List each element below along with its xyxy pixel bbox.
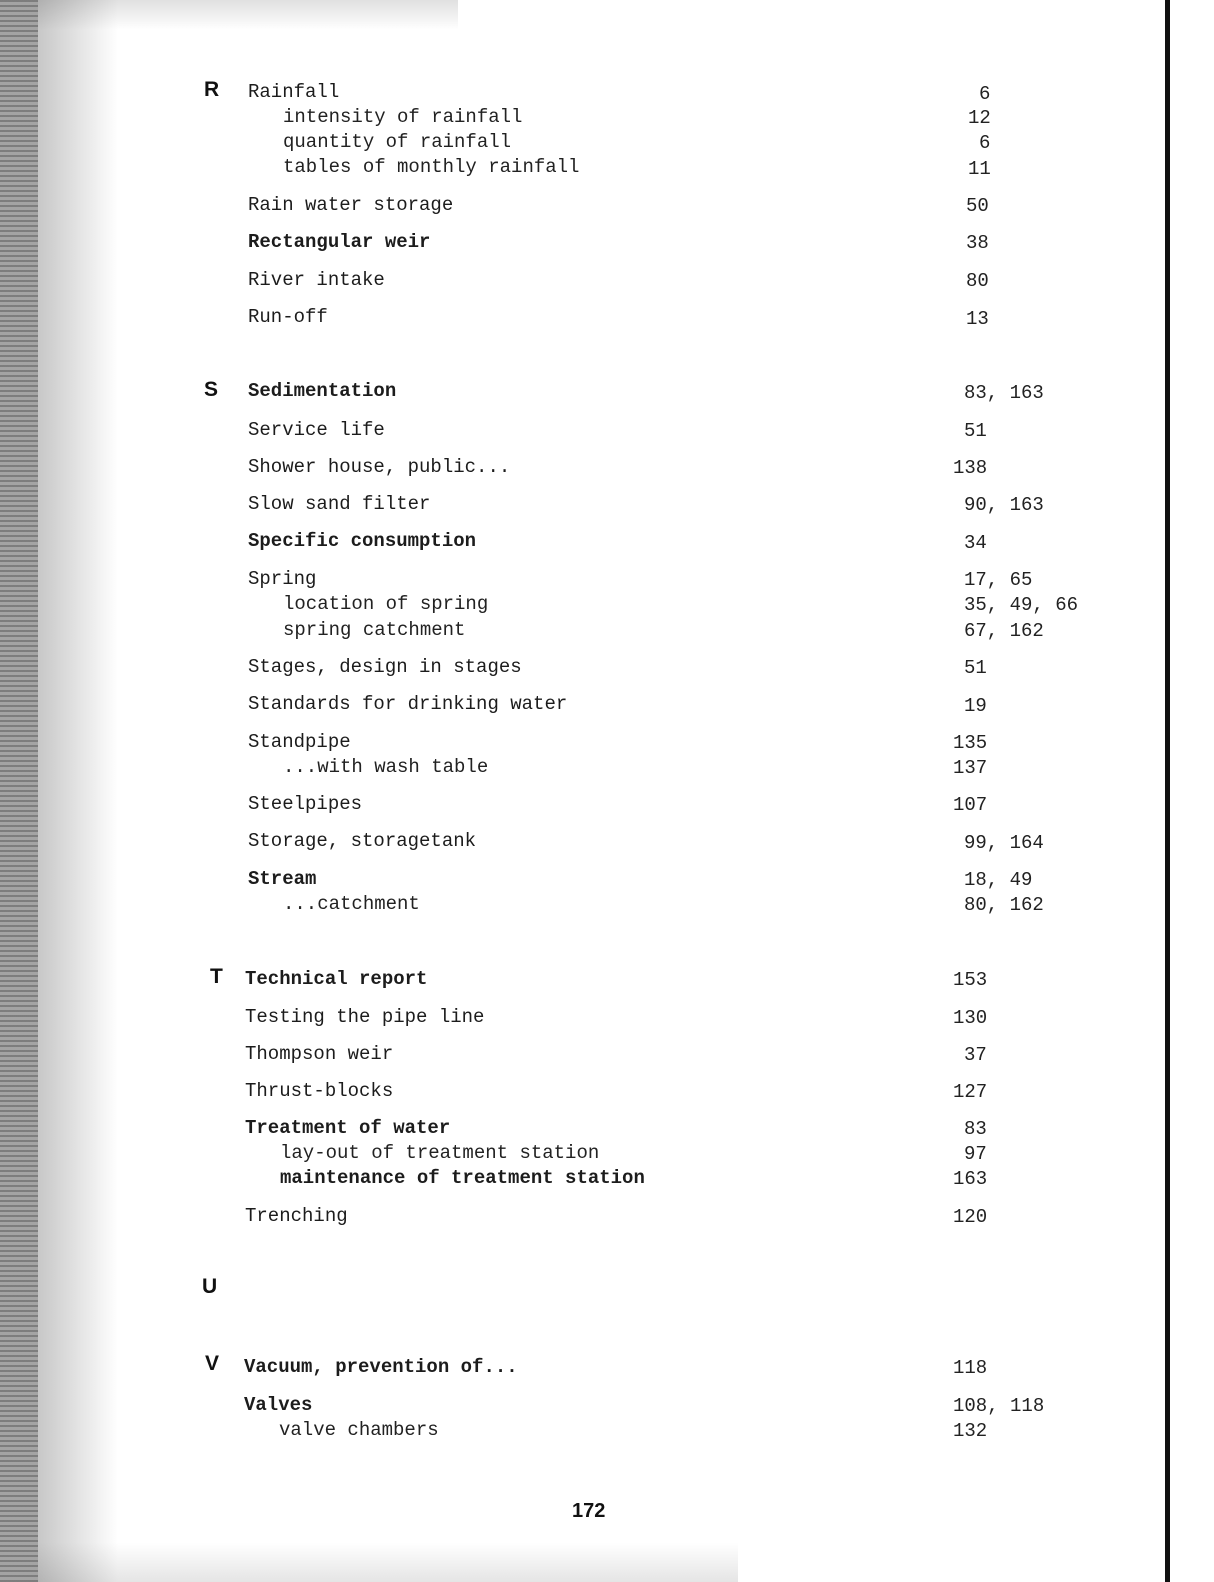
index-pages: 107	[953, 794, 988, 816]
index-term: Storage, storagetank	[248, 830, 477, 852]
index-subterm: ...with wash table	[283, 756, 489, 778]
index-pages: 13	[966, 308, 989, 330]
index-pages: 12	[968, 107, 991, 129]
index-pages: 127	[953, 1081, 988, 1103]
index-subterm: lay-out of treatment station	[280, 1142, 600, 1164]
index-pages: 17, 65	[964, 569, 1033, 591]
index-pages: 37	[964, 1044, 987, 1066]
index-pages: 90, 163	[964, 494, 1044, 516]
index-term: Spring	[248, 568, 317, 590]
index-subterm: maintenance of treatment station	[280, 1167, 645, 1189]
index-pages: 19	[964, 695, 987, 717]
index-pages: 83	[964, 1118, 987, 1140]
index-term: Rain water storage	[248, 194, 454, 216]
index-term: Slow sand filter	[248, 493, 431, 515]
index-pages: 6	[979, 132, 991, 154]
index-pages: 38	[966, 232, 989, 254]
index-term: Shower house, public...	[248, 456, 511, 478]
index-term: Run-off	[248, 306, 328, 328]
section-letter-t: T	[210, 965, 223, 988]
index-pages: 99, 164	[964, 832, 1044, 854]
index-pages: 118	[953, 1357, 988, 1379]
index-term: Standpipe	[248, 731, 351, 753]
index-subterm: intensity of rainfall	[283, 106, 523, 128]
index-term: Treatment of water	[245, 1117, 451, 1139]
index-pages: 120	[953, 1206, 988, 1228]
index-pages: 35, 49, 66	[964, 594, 1079, 616]
index-term: Thompson weir	[245, 1043, 394, 1065]
index-term: Rainfall	[248, 81, 340, 103]
index-term: Technical report	[245, 968, 428, 990]
section-letter-s: S	[204, 378, 219, 401]
index-pages: 11	[968, 158, 991, 180]
scan-shadow	[38, 0, 118, 1582]
index-pages: 163	[953, 1168, 988, 1190]
index-term: Rectangular weir	[248, 231, 431, 253]
index-subterm: ...catchment	[283, 893, 420, 915]
index-pages: 130	[953, 1007, 988, 1029]
index-subterm: spring catchment	[283, 619, 466, 641]
index-pages: 51	[964, 657, 987, 679]
index-term: Stages, design in stages	[248, 656, 522, 678]
index-pages: 6	[979, 83, 991, 105]
index-pages: 153	[953, 969, 988, 991]
index-term: Thrust-blocks	[245, 1080, 394, 1102]
index-term: River intake	[248, 269, 385, 291]
index-pages: 83, 163	[964, 382, 1044, 404]
index-term: Standards for drinking water	[248, 693, 568, 715]
scan-shadow-top	[38, 0, 458, 30]
index-pages: 97	[964, 1143, 987, 1165]
index-pages: 138	[953, 457, 988, 479]
index-subterm: quantity of rainfall	[283, 131, 512, 153]
index-pages: 50	[966, 195, 989, 217]
index-term: Trenching	[245, 1205, 348, 1227]
index-subterm: tables of monthly rainfall	[283, 156, 580, 178]
scan-edge-left	[0, 0, 38, 1582]
index-term: Service life	[248, 419, 385, 441]
index-pages: 51	[964, 420, 987, 442]
section-letter-u: U	[202, 1275, 218, 1298]
index-term: Vacuum, prevention of...	[244, 1356, 518, 1378]
scan-edge-right	[1165, 0, 1170, 1582]
index-term: Steelpipes	[248, 793, 363, 815]
index-term: Specific consumption	[248, 530, 477, 552]
page-number: 172	[572, 1500, 606, 1522]
index-pages: 137	[953, 757, 988, 779]
index-term: Stream	[248, 868, 317, 890]
index-pages: 18, 49	[964, 869, 1033, 891]
scan-shadow-bottom	[38, 1542, 738, 1582]
index-pages: 135	[953, 732, 988, 754]
index-pages: 108, 118	[953, 1395, 1045, 1417]
index-subterm: valve chambers	[279, 1419, 439, 1441]
index-term: Sedimentation	[248, 380, 397, 402]
index-pages: 132	[953, 1420, 988, 1442]
index-pages: 80	[966, 270, 989, 292]
section-letter-r: R	[204, 78, 220, 101]
index-pages: 34	[964, 532, 987, 554]
index-subterm: location of spring	[283, 593, 489, 615]
index-term: Valves	[244, 1394, 313, 1416]
index-pages: 67, 162	[964, 620, 1044, 642]
index-term: Testing the pipe line	[245, 1006, 485, 1028]
index-pages: 80, 162	[964, 894, 1044, 916]
section-letter-v: V	[205, 1352, 220, 1375]
